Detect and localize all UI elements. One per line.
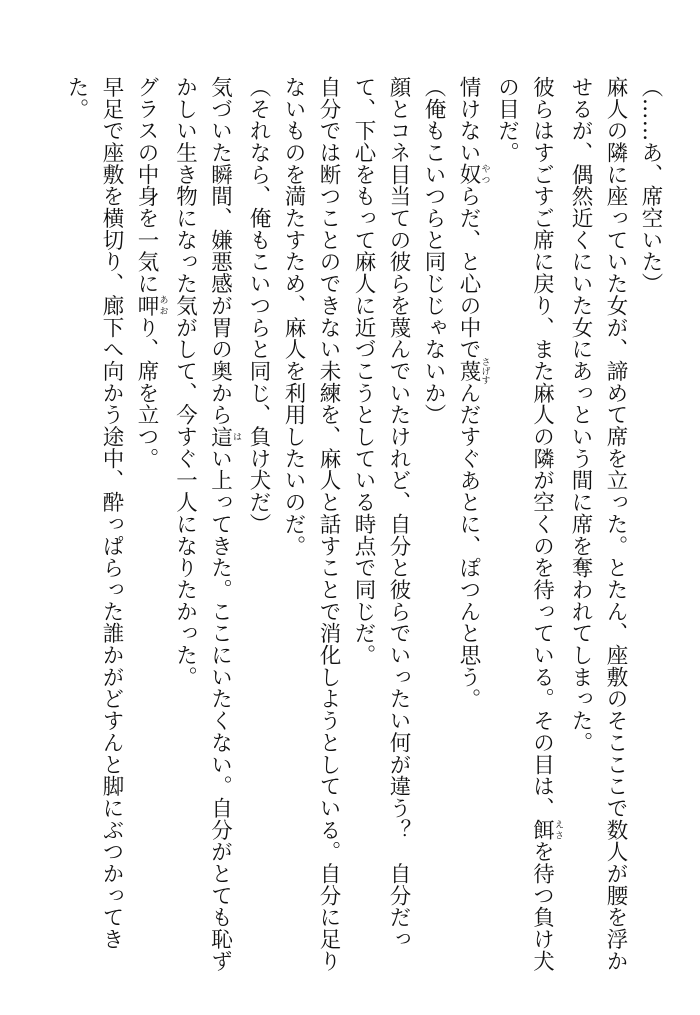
text-line-4-part-a: 彼らはすごすご席に戻り、また麻人の隣が空くのを待っている。その目は、 <box>529 76 555 819</box>
text-line-7: （俺もこいつらと同じじゃないか） <box>421 76 446 426</box>
text-line-16: 早足で座敷を横切り、廊下へ向かう途中、酔っぱらった誰かがどすんと脚にぶつかってき <box>99 76 124 950</box>
ruby-sagesu: 蔑さげす <box>456 356 490 386</box>
text-line-13: 気づいた瞬間、嫌悪感が胃の奥から這はい上ってきた。ここにいたくない。自分がとても恥ず <box>207 76 241 972</box>
text-line-15: グラスの中身を一気に呷あおり、席を立つ。 <box>134 76 168 470</box>
ruby-ao: 呷あお <box>134 294 168 317</box>
ruby-esa: 餌えさ <box>529 818 563 841</box>
ruby-ha: 這は <box>207 425 241 448</box>
text-line-8: 顔とコネ目当ての彼らを蔑んでいたけれど、自分と彼らでいったい何が違う？ 自分だっ <box>386 76 411 950</box>
text-line-3: せるが、偶然近くにいた女にあっという間に席を奪われてしまった。 <box>568 76 593 754</box>
text-line-1: （……あ、席空いた） <box>638 76 663 295</box>
text-line-2: 麻人の隣に座っていた女が、諦めて席を立った。とたん、座敷のそこここで数人が腰を浮か <box>603 76 628 972</box>
ruby-yatsu: 奴やつ <box>456 163 490 186</box>
text-line-14: かしい生き物になった気がして、今すぐ一人になりたかった。 <box>172 76 198 688</box>
text-line-17: た。 <box>64 76 89 120</box>
text-line-4 <box>525 76 564 976</box>
text-line-12: （それなら、俺もこいつらと同じ、負け犬だ） <box>246 76 271 535</box>
text-line-5: の目だ。 <box>494 76 520 164</box>
text-line-11: ないものを満たすため、麻人を利用したいのだ。 <box>281 76 306 557</box>
vertical-text-body <box>28 76 668 976</box>
text-line-6: 情けない奴やつらだ、と心の中で蔑さげすんだすぐあとに、ぽつんと思う。 <box>456 76 490 710</box>
text-line-9: て、下心をもって麻人に近づこうとしている時点で同じだ。 <box>351 76 376 666</box>
text-line-4-part-b: を待つ負け犬 <box>529 840 555 972</box>
text-line-10: 自分では断つことのできない未練を、麻人と話すことで消化しようとしている。自分に足り <box>316 76 341 972</box>
